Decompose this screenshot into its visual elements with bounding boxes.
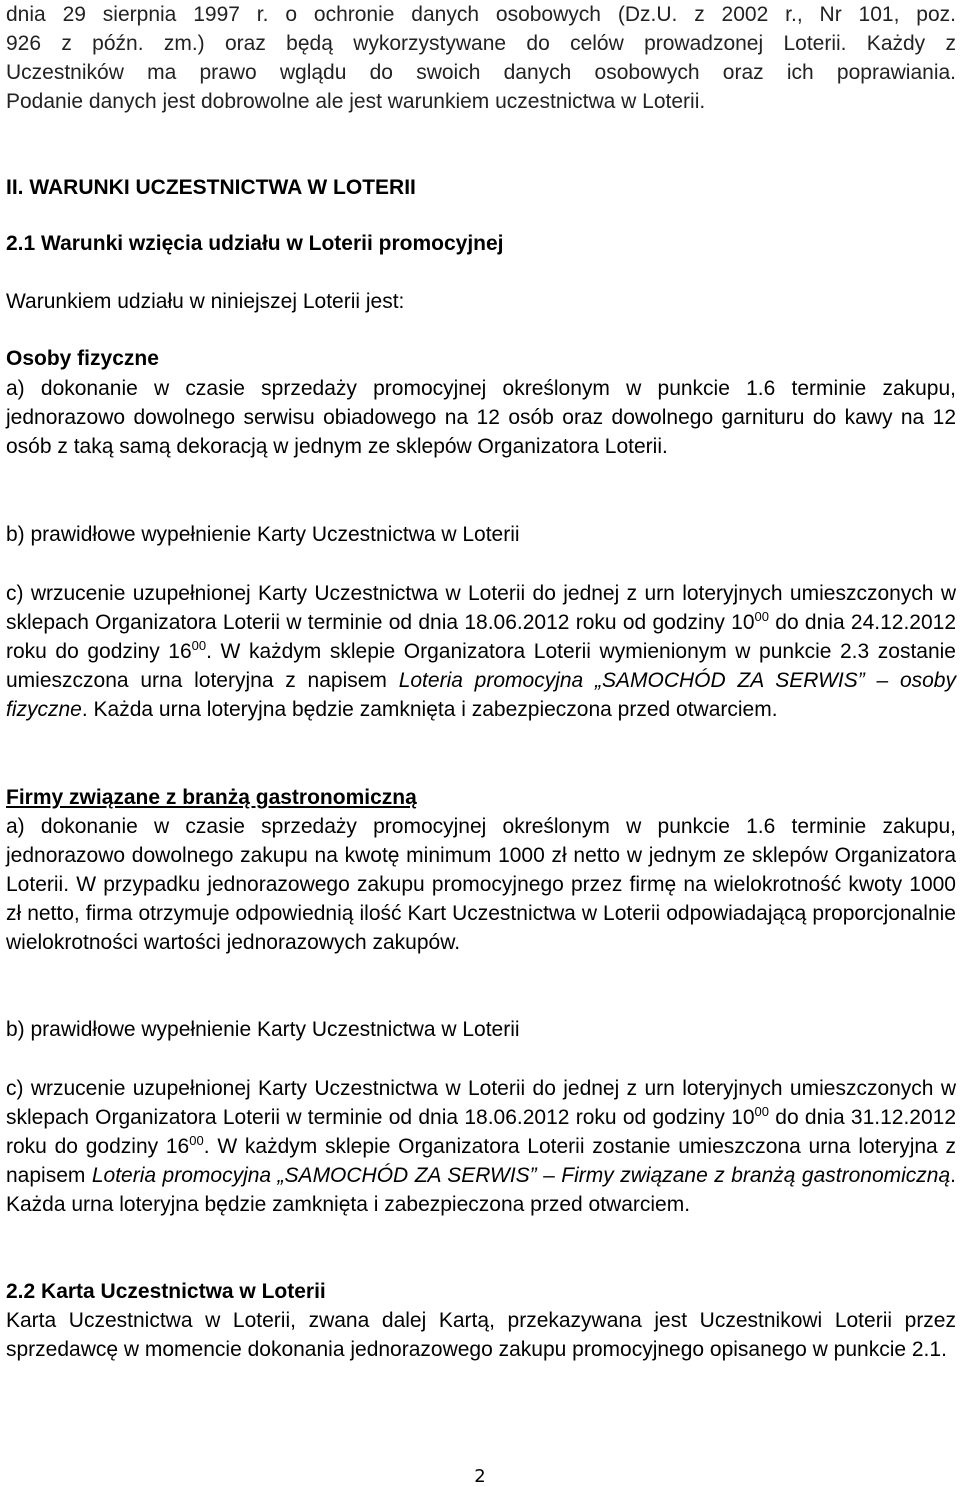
subsection-2-2-heading: 2.2 Karta Uczestnictwa w Loterii [6, 1280, 326, 1303]
individuals-c-urn-label: Loteria promocyjna „SAMOCHÓD ZA SERWIS” – osoby fizyczne [6, 669, 956, 721]
companies-c-text-3: . W każdym sklepie Organizatora Loterii zostanie umieszczona urna loteryjna z napisem [6, 1135, 956, 1187]
intro-paragraph [6, 0, 956, 116]
individuals-item-c [6, 579, 956, 724]
companies-heading: Firmy związane z branżą gastronomiczną [6, 786, 417, 809]
subsection-2-2-text: Karta Uczestnictwa w Loterii, zwana dalej Kartą, przekazywana jest Uczestnikowi Loterii przez sprzedawcę w momencie dokonania jednorazowego zakupu promocyjnego opisanego w punkcie 2.1. [6, 1309, 956, 1361]
companies-item-b: b) prawidłowe wypełnienie Karty Uczestnictwa w Loterii [6, 1018, 520, 1041]
section-heading: II. WARUNKI UCZESTNICTWA W LOTERII [6, 176, 416, 199]
individuals-item-b: b) prawidłowe wypełnienie Karty Uczestnictwa w Loterii [6, 523, 520, 546]
companies-c-text-2: do dnia 31.12.2012 roku do godziny 16 [6, 1106, 957, 1158]
individuals-c-text-1: c) wrzucenie uzupełnionej Karty Uczestnictwa w Loterii do jednej z urn loteryjnych umieszczonych w sklepach Organizatora Loterii w terminie od dnia 18.06.2012 roku od godziny 10 [6, 582, 956, 634]
individuals-c-sup-2: 00 [191, 638, 207, 653]
page-number: 2 [474, 1466, 486, 1487]
intro-line-2: 926 z późn. zm.) oraz będą wykorzystywane do celów prowadzonej Loterii. Każdy z [6, 32, 956, 55]
condition-intro: Warunkiem udziału w niniejszej Loterii jest: [6, 290, 405, 313]
companies-c-text-1: c) wrzucenie uzupełnionej Karty Uczestnictwa w Loterii do jednej z urn loteryjnych umieszczonych w sklepach Organizatora Loterii w terminie od dnia 18.06.2012 roku od godziny 10 [6, 1077, 956, 1129]
companies-c-urn-label: Loteria promocyjna „SAMOCHÓD ZA SERWIS” – Firmy związane z branżą gastronomiczną [91, 1164, 951, 1187]
intro-line-4: Podanie danych jest dobrowolne ale jest warunkiem uczestnictwa w Loterii. [6, 90, 706, 113]
individuals-c-text-3: . W każdym sklepie Organizatora Loterii wymienionym w punkcie 2.3 zostanie umieszczona urna loteryjna z napisem [6, 640, 956, 692]
intro-line-1: dnia 29 sierpnia 1997 r. o ochronie danych osobowych (Dz.U. z 2002 r., Nr 101, poz. [6, 3, 956, 26]
individuals-c-text-4: . Każda urna loteryjna będzie zamknięta i zabezpieczona przed otwarciem. [81, 698, 778, 721]
intro-line-3: Uczestników ma prawo wglądu do swoich danych osobowych oraz ich poprawiania. [6, 61, 956, 84]
companies-item-a: a) dokonanie w czasie sprzedaży promocyjnej określonym w punkcie 1.6 terminie zakupu, jednorazowo dowolnego zakupu na kwotę minimum 1000 zł netto w jednym ze sklepów Organizatora Loterii. W przypadku jednorazowego zakupu promocyjnego przez firmę na wielokrotność kwoty 1000 zł netto, firma otrzymuje odpowiednią ilość Kart Uczestnictwa w Loterii odpowiadającą proporcjonalnie wielokrotności wartości jednorazowych zakupów. [6, 815, 956, 954]
companies-c-sup-2: 00 [189, 1133, 204, 1148]
individuals-c-sup-1: 00 [754, 609, 769, 624]
individuals-c-text-2: do dnia 24.12.2012 roku do godziny 16 [6, 611, 957, 663]
individuals-item-a: a) dokonanie w czasie sprzedaży promocyjnej określonym w punkcie 1.6 terminie zakupu, jednorazowo dowolnego serwisu obiadowego na 12 osób oraz dowolnego garnituru do kawy na 12 osób z taką samą dekoracją w jednym ze sklepów Organizatora Loterii. [6, 377, 956, 458]
individuals-heading: Osoby fizyczne [6, 347, 159, 370]
subsection-2-1-heading: 2.1 Warunki wzięcia udziału w Loterii promocyjnej [6, 232, 504, 255]
companies-c-sup-1: 00 [754, 1104, 769, 1119]
companies-item-c [6, 1074, 956, 1219]
companies-c-text-4: . Każda urna loteryjna będzie zamknięta i zabezpieczona przed otwarciem. [6, 1164, 957, 1216]
